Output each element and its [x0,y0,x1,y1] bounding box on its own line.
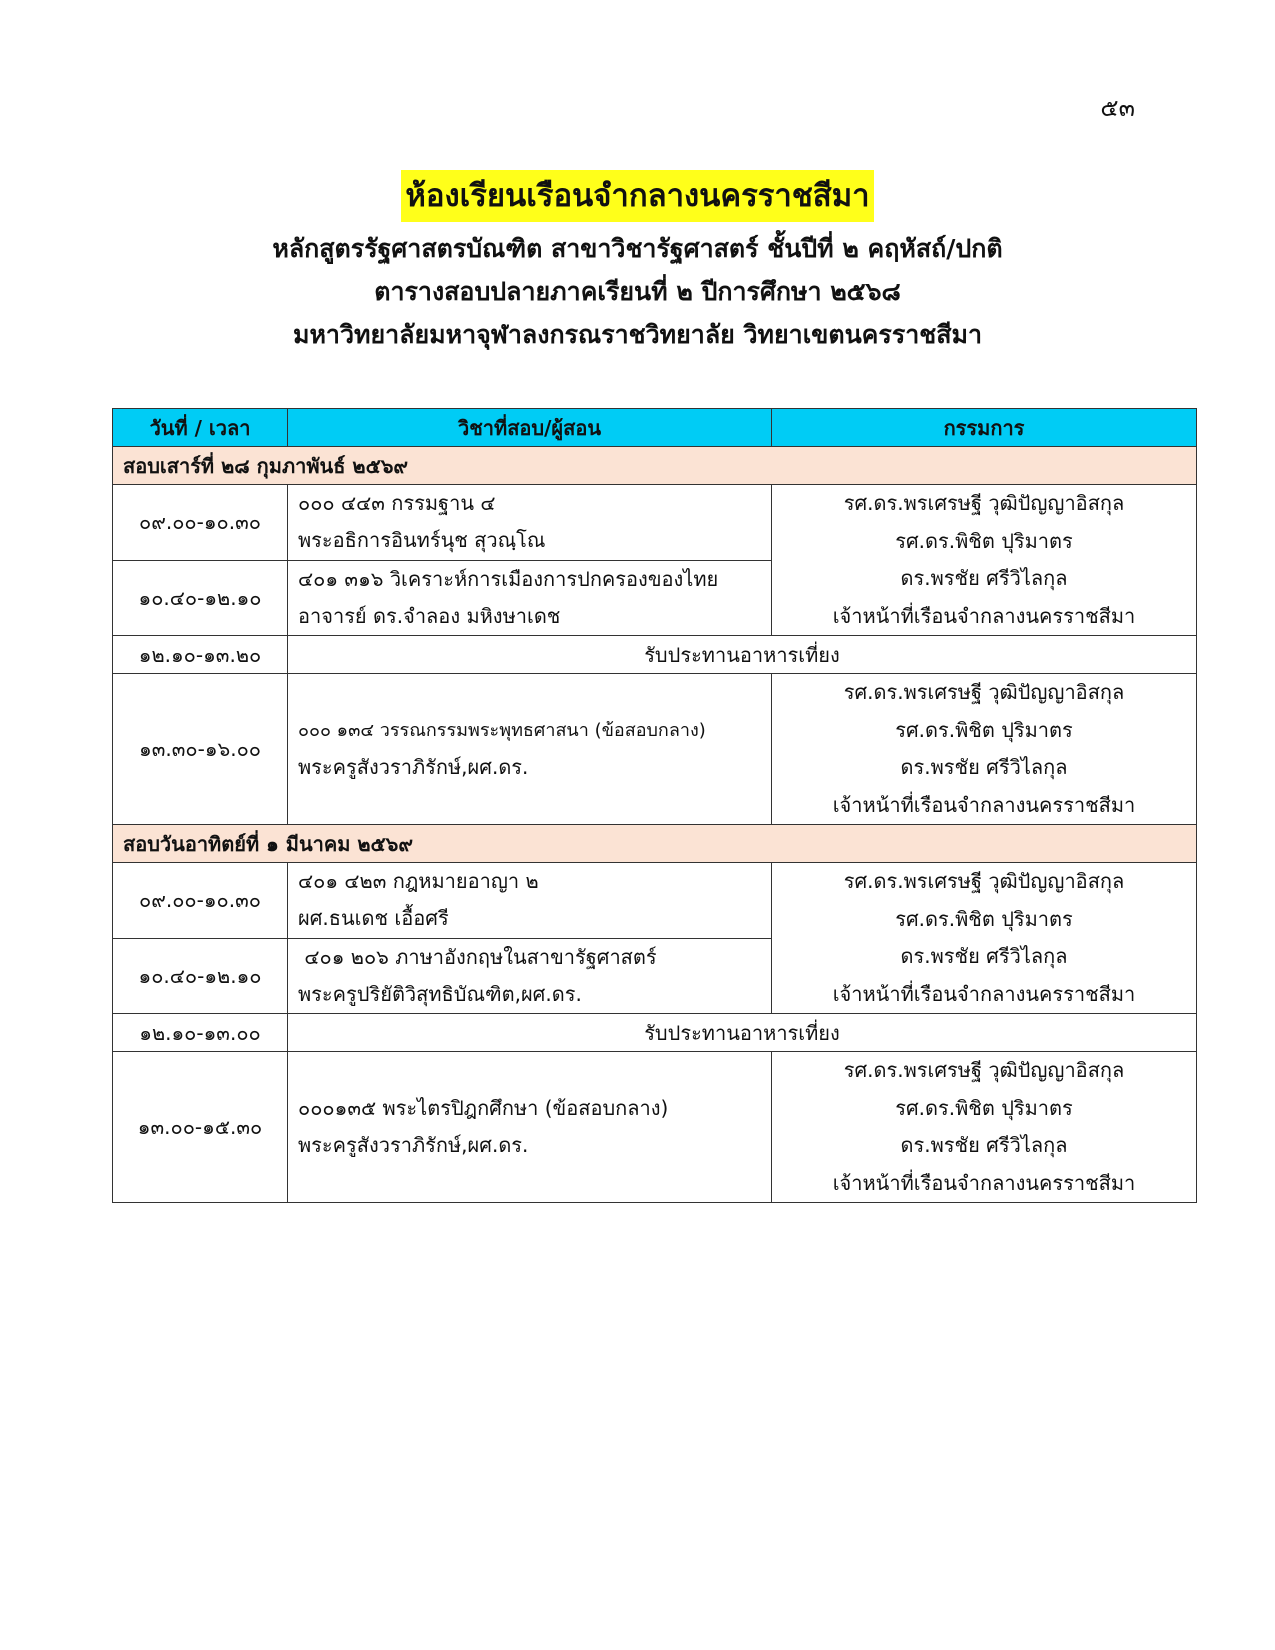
subject-cell [288,938,772,1014]
day-label: สอบเสาร์ที่ ๒๘ กุมภาพันธ์ ๒๕๖๙ [113,447,1197,485]
time-cell: ๑๐.๔๐-๑๒.๑๐ [113,560,288,636]
subject-cell [288,560,772,636]
course-name: ๐๐๐ ๑๓๔ วรรณกรรมพระพุทธศาสนา (ข้อสอบกลาง) [298,720,706,741]
committee-member: เจ้าหน้าที่เรือนจำกลางนครราชสีมา [832,1170,1136,1195]
header-datetime: วันที่ / เวลา [113,409,288,447]
course-name: ๔๐๑ ๓๑๖ วิเคราะห์การเมืองการปกครองของไทย [298,566,719,591]
subject-cell [288,1052,772,1203]
teacher-name: อาจารย์ ดร.จำลอง มหิงษาเดช [298,603,561,628]
committee-member: รศ.ดร.พิชิต ปุริมาตร [895,717,1073,742]
teacher-name: พระครูสังวราภิรักษ์,ผศ.ดร. [298,1133,529,1157]
teacher-name: พระอธิการอินทร์นุช สุวณฺโณ [298,528,546,553]
table-row [113,1052,1197,1203]
day-row-2 [113,825,1197,863]
teacher-name: ผศ.ธนเดช เอื้อศรี [298,906,449,931]
table-header-row [113,409,1197,447]
subject-cell [288,674,772,825]
time-cell: ๑๒.๑๐-๑๓.๒๐ [113,636,288,674]
committee-member: เจ้าหน้าที่เรือนจำกลางนครราชสีมา [832,792,1136,817]
committee-cell [772,485,1197,636]
time-cell: ๑๒.๑๐-๑๓.๐๐ [113,1014,288,1052]
program-line: หลักสูตรรัฐศาสตรบัณฑิต สาขาวิชารัฐศาสตร์ ชั้นปีที่ ๒ คฤหัสถ์/ปกติ [272,234,1003,263]
day-row-1 [113,447,1197,485]
committee-member: ดร.พรชัย ศรีวิไลกุล [900,566,1068,590]
course-name: ๐๐๐ ๔๔๓ กรรมฐาน ๔ [298,491,496,516]
time-cell: ๐๙.๐๐-๑๐.๓๐ [113,863,288,939]
exam-schedule-line: ตารางสอบปลายภาคเรียนที่ ๒ ปีการศึกษา ๒๕๖๘ [374,277,901,306]
exam-schedule-table [112,408,1197,1203]
page-title: ห้องเรียนเรือนจำกลางนครราชสีมา [401,170,873,222]
table-row [113,485,1197,561]
page-number: ๕๓ [1100,94,1135,122]
committee-member: ดร.พรชัย ศรีวิไลกุล [900,1133,1068,1157]
committee-cell [772,863,1197,1014]
time-cell: ๐๙.๐๐-๑๐.๓๐ [113,485,288,561]
lunch-label: รับประทานอาหารเที่ยง [288,1014,1197,1052]
course-name: ๐๐๐๑๓๕ พระไตรปิฎกศึกษา (ข้อสอบกลาง) [298,1096,669,1120]
teacher-name: พระครูปริยัติวิสุทธิบัณฑิต,ผศ.ดร. [298,981,582,1006]
committee-member: รศ.ดร.พรเศรษฐี วุฒิปัญญาอิสกุล [843,1058,1125,1082]
document-header [0,170,1275,352]
committee-member: รศ.ดร.พรเศรษฐี วุฒิปัญญาอิสกุล [843,869,1125,893]
committee-member: รศ.ดร.พรเศรษฐี วุฒิปัญญาอิสกุล [843,680,1125,704]
committee-member: รศ.ดร.พิชิต ปุริมาตร [895,528,1073,553]
committee-member: เจ้าหน้าที่เรือนจำกลางนครราชสีมา [832,981,1136,1006]
university-line: มหาวิทยาลัยมหาจุฬาลงกรณราชวิทยาลัย วิทยาเขตนครราชสีมา [292,320,983,349]
subject-cell [288,863,772,939]
lunch-label: รับประทานอาหารเที่ยง [288,636,1197,674]
committee-member: ดร.พรชัย ศรีวิไลกุล [900,944,1068,968]
committee-member: รศ.ดร.พิชิต ปุริมาตร [895,906,1073,931]
table-row [113,674,1197,825]
committee-cell [772,1052,1197,1203]
time-cell: ๑๓.๓๐-๑๖.๐๐ [113,674,288,825]
course-name: ๔๐๑ ๔๒๓ กฎหมายอาญา ๒ [298,869,539,894]
time-cell: ๑๐.๔๐-๑๒.๑๐ [113,938,288,1014]
lunch-row [113,636,1197,674]
committee-member: เจ้าหน้าที่เรือนจำกลางนครราชสีมา [832,603,1136,628]
course-name: ๔๐๑ ๒๐๖ ภาษาอังกฤษในสาขารัฐศาสตร์ [298,944,657,969]
committee-member: รศ.ดร.พรเศรษฐี วุฒิปัญญาอิสกุล [843,491,1125,515]
header-committee: กรรมการ [772,409,1197,447]
committee-member: รศ.ดร.พิชิต ปุริมาตร [895,1095,1073,1120]
lunch-row [113,1014,1197,1052]
committee-cell [772,674,1197,825]
day-label: สอบวันอาทิตย์ที่ ๑ มีนาคม ๒๕๖๙ [113,825,1197,863]
header-subject: วิชาที่สอบ/ผู้สอน [288,409,772,447]
table-row [113,863,1197,939]
teacher-name: พระครูสังวราภิรักษ์,ผศ.ดร. [298,755,529,779]
subject-cell [288,485,772,561]
time-cell: ๑๓.๐๐-๑๕.๓๐ [113,1052,288,1203]
committee-member: ดร.พรชัย ศรีวิไลกุล [900,755,1068,779]
